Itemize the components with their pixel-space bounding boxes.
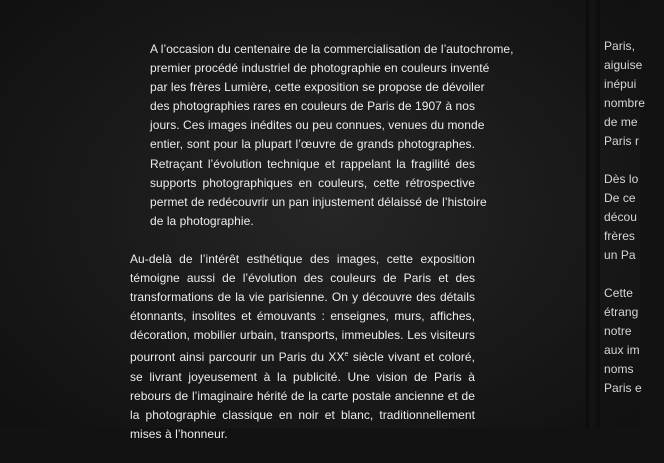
text-line: nombre [604, 96, 645, 110]
text-line: étonnants, insolites et émouvants : enseignes, murs, affiches, [130, 309, 475, 324]
exhibition-text-main [130, 40, 514, 463]
text-line: étrang [604, 305, 639, 319]
exhibition-text-side-cropped [604, 37, 664, 417]
text-line: A l’occasion du centenaire de la commercialisation de l’autochrome, [150, 42, 514, 56]
main-paragraph-1 [130, 40, 514, 231]
text-line: décoration, mobilier urbain, transports, immeubles. Les visiteurs [130, 328, 475, 343]
text-line: noms [604, 362, 634, 376]
text-line: par les frères Lumière, cette exposition se propose de dévoiler [150, 80, 485, 95]
text-line: la photographie classique en noir et blanc, traditionnellement [130, 407, 475, 422]
text-line: notre [604, 324, 632, 338]
text-line: des photographies rares en couleurs de Paris de 1907 à nos [150, 99, 475, 114]
text-line: frères [604, 229, 635, 243]
side-paragraph-3 [604, 284, 664, 398]
main-paragraph-2 [130, 250, 475, 444]
text-line: inépui [604, 77, 637, 91]
text-line: transformations de la vie parisienne. On y découvre des détails [130, 290, 475, 305]
text-line: Cette [604, 286, 633, 300]
text-line: supports photographiques en couleurs, cette rétrospective [150, 175, 475, 190]
text-fragment: pourront ainsi parcourir un Paris du XX [130, 350, 345, 365]
side-paragraph-2 [604, 170, 664, 265]
superscript: e [344, 351, 349, 359]
text-line: aiguise [604, 58, 643, 72]
text-line: aux im [604, 343, 640, 357]
text-line: un Pa [604, 248, 636, 262]
text-line: mises à l’honneur. [130, 426, 228, 441]
text-line: Retraçant l’évolution technique et rappelant la fragilité des [150, 156, 475, 171]
text-line-with-superscript [130, 345, 475, 367]
text-line: Paris r [604, 134, 640, 148]
text-line: entier, sont pour la plupart l’œuvre de grands photographes. [150, 137, 475, 152]
text-line: de la photographie. [150, 213, 254, 228]
text-line: Paris, [604, 39, 635, 53]
text-fragment: siècle vivant et coloré, [348, 350, 475, 365]
text-line: décou [604, 210, 637, 224]
text-line: De ce [604, 191, 636, 205]
text-line: Dès lo [604, 172, 639, 186]
text-line: se livrant joyeusement à la publicité. Une vision de Paris à [130, 369, 475, 384]
text-line: témoigne aussi de l’évolution des couleurs de Paris et des [130, 271, 475, 286]
text-line: Au-delà de l’intérêt esthétique des images, cette exposition [130, 251, 475, 266]
text-line: jours. Ces images inédites ou peu connues, venues du monde [150, 118, 485, 133]
text-line: de me [604, 115, 638, 129]
side-paragraph-1 [604, 37, 664, 151]
panel-divider [586, 0, 600, 428]
text-line: premier procédé industriel de photographie en couleurs inventé [150, 61, 490, 76]
text-line: rebours de l’imaginaire hérité de la carte postale ancienne et de [130, 388, 475, 403]
text-line: Paris e [604, 381, 642, 395]
text-line: permet de redécouvrir un pan injustement délaissé de l’histoire [150, 194, 487, 209]
